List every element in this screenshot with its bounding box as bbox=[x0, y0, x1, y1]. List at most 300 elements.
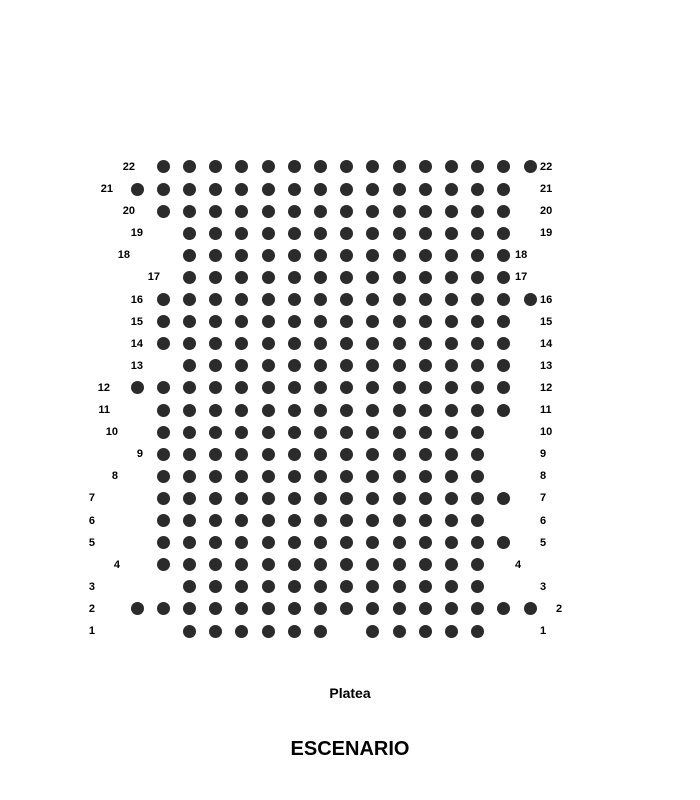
seat[interactable] bbox=[471, 359, 484, 372]
seat[interactable] bbox=[445, 183, 458, 196]
seat[interactable] bbox=[157, 514, 170, 527]
seat[interactable] bbox=[366, 227, 379, 240]
seat[interactable] bbox=[497, 337, 510, 350]
seat[interactable] bbox=[366, 249, 379, 262]
seat[interactable] bbox=[183, 602, 196, 615]
seat[interactable] bbox=[445, 381, 458, 394]
seat[interactable] bbox=[393, 514, 406, 527]
seat[interactable] bbox=[340, 293, 353, 306]
seat[interactable] bbox=[262, 426, 275, 439]
seat[interactable] bbox=[131, 183, 144, 196]
seat[interactable] bbox=[366, 536, 379, 549]
seat[interactable] bbox=[497, 315, 510, 328]
seat[interactable] bbox=[393, 205, 406, 218]
seat[interactable] bbox=[445, 359, 458, 372]
seat[interactable] bbox=[340, 381, 353, 394]
seat[interactable] bbox=[497, 381, 510, 394]
seat[interactable] bbox=[288, 580, 301, 593]
seat[interactable] bbox=[157, 536, 170, 549]
seat[interactable] bbox=[340, 492, 353, 505]
seat[interactable] bbox=[366, 514, 379, 527]
seat[interactable] bbox=[497, 160, 510, 173]
seat[interactable] bbox=[314, 558, 327, 571]
seat[interactable] bbox=[262, 293, 275, 306]
seat[interactable] bbox=[393, 448, 406, 461]
seat[interactable] bbox=[445, 293, 458, 306]
seat[interactable] bbox=[183, 183, 196, 196]
seat[interactable] bbox=[209, 359, 222, 372]
seat[interactable] bbox=[209, 227, 222, 240]
seat[interactable] bbox=[445, 337, 458, 350]
seat[interactable] bbox=[419, 293, 432, 306]
seat[interactable] bbox=[445, 470, 458, 483]
seat[interactable] bbox=[314, 337, 327, 350]
seat[interactable] bbox=[235, 426, 248, 439]
seat[interactable] bbox=[497, 536, 510, 549]
seat[interactable] bbox=[157, 470, 170, 483]
seat[interactable] bbox=[314, 625, 327, 638]
seat[interactable] bbox=[288, 426, 301, 439]
seat[interactable] bbox=[445, 536, 458, 549]
seat[interactable] bbox=[471, 514, 484, 527]
seat[interactable] bbox=[183, 337, 196, 350]
seat[interactable] bbox=[497, 293, 510, 306]
seat[interactable] bbox=[209, 205, 222, 218]
seat[interactable] bbox=[262, 381, 275, 394]
seat[interactable] bbox=[471, 271, 484, 284]
seat[interactable] bbox=[471, 227, 484, 240]
seat[interactable] bbox=[445, 205, 458, 218]
seat[interactable] bbox=[314, 448, 327, 461]
seat[interactable] bbox=[393, 602, 406, 615]
seat[interactable] bbox=[393, 536, 406, 549]
seat[interactable] bbox=[366, 558, 379, 571]
seat[interactable] bbox=[419, 315, 432, 328]
seat[interactable] bbox=[157, 558, 170, 571]
seat[interactable] bbox=[235, 558, 248, 571]
seat[interactable] bbox=[471, 205, 484, 218]
seat[interactable] bbox=[288, 227, 301, 240]
seat[interactable] bbox=[366, 580, 379, 593]
seat[interactable] bbox=[235, 602, 248, 615]
seat[interactable] bbox=[262, 249, 275, 262]
seat[interactable] bbox=[235, 205, 248, 218]
seat[interactable] bbox=[183, 249, 196, 262]
seat[interactable] bbox=[471, 470, 484, 483]
seat[interactable] bbox=[131, 381, 144, 394]
seat[interactable] bbox=[314, 381, 327, 394]
seat[interactable] bbox=[262, 470, 275, 483]
seat[interactable] bbox=[340, 580, 353, 593]
seat[interactable] bbox=[183, 426, 196, 439]
seat[interactable] bbox=[262, 315, 275, 328]
seat[interactable] bbox=[471, 625, 484, 638]
seat[interactable] bbox=[419, 183, 432, 196]
seat[interactable] bbox=[497, 271, 510, 284]
seat[interactable] bbox=[393, 249, 406, 262]
seat[interactable] bbox=[235, 293, 248, 306]
seat[interactable] bbox=[445, 448, 458, 461]
seat[interactable] bbox=[340, 183, 353, 196]
seat[interactable] bbox=[183, 492, 196, 505]
seat[interactable] bbox=[235, 271, 248, 284]
seat[interactable] bbox=[235, 492, 248, 505]
seat[interactable] bbox=[340, 470, 353, 483]
seat[interactable] bbox=[445, 625, 458, 638]
seat[interactable] bbox=[340, 205, 353, 218]
seat[interactable] bbox=[157, 205, 170, 218]
seat[interactable] bbox=[524, 602, 537, 615]
seat[interactable] bbox=[497, 492, 510, 505]
seat[interactable] bbox=[366, 470, 379, 483]
seat[interactable] bbox=[314, 514, 327, 527]
seat[interactable] bbox=[497, 404, 510, 417]
seat[interactable] bbox=[183, 160, 196, 173]
seat[interactable] bbox=[419, 337, 432, 350]
seat[interactable] bbox=[366, 160, 379, 173]
seat[interactable] bbox=[209, 249, 222, 262]
seat[interactable] bbox=[393, 558, 406, 571]
seat[interactable] bbox=[314, 536, 327, 549]
seat[interactable] bbox=[471, 602, 484, 615]
seat[interactable] bbox=[235, 536, 248, 549]
seat[interactable] bbox=[209, 580, 222, 593]
seat[interactable] bbox=[366, 448, 379, 461]
seat[interactable] bbox=[393, 183, 406, 196]
seat[interactable] bbox=[262, 160, 275, 173]
seat[interactable] bbox=[366, 315, 379, 328]
seat[interactable] bbox=[524, 160, 537, 173]
seat[interactable] bbox=[183, 580, 196, 593]
seat[interactable] bbox=[314, 470, 327, 483]
seat[interactable] bbox=[314, 160, 327, 173]
seat[interactable] bbox=[183, 448, 196, 461]
seat[interactable] bbox=[314, 205, 327, 218]
seat[interactable] bbox=[209, 404, 222, 417]
seat[interactable] bbox=[366, 426, 379, 439]
seat[interactable] bbox=[366, 337, 379, 350]
seat[interactable] bbox=[235, 514, 248, 527]
seat[interactable] bbox=[209, 381, 222, 394]
seat[interactable] bbox=[366, 381, 379, 394]
seat[interactable] bbox=[445, 602, 458, 615]
seat[interactable] bbox=[340, 404, 353, 417]
seat[interactable] bbox=[340, 315, 353, 328]
seat[interactable] bbox=[157, 602, 170, 615]
seat[interactable] bbox=[314, 293, 327, 306]
seat[interactable] bbox=[497, 183, 510, 196]
seat[interactable] bbox=[419, 227, 432, 240]
seat[interactable] bbox=[393, 470, 406, 483]
seat[interactable] bbox=[262, 404, 275, 417]
seat[interactable] bbox=[262, 205, 275, 218]
seat[interactable] bbox=[419, 448, 432, 461]
seat[interactable] bbox=[209, 536, 222, 549]
seat[interactable] bbox=[314, 404, 327, 417]
seat[interactable] bbox=[288, 315, 301, 328]
seat[interactable] bbox=[366, 205, 379, 218]
seat[interactable] bbox=[340, 160, 353, 173]
seat[interactable] bbox=[419, 536, 432, 549]
seat[interactable] bbox=[366, 404, 379, 417]
seat[interactable] bbox=[183, 625, 196, 638]
seat[interactable] bbox=[157, 183, 170, 196]
seat[interactable] bbox=[419, 359, 432, 372]
seat[interactable] bbox=[183, 404, 196, 417]
seat[interactable] bbox=[288, 160, 301, 173]
seat[interactable] bbox=[183, 470, 196, 483]
seat[interactable] bbox=[340, 536, 353, 549]
seat[interactable] bbox=[183, 315, 196, 328]
seat[interactable] bbox=[314, 315, 327, 328]
seat[interactable] bbox=[340, 514, 353, 527]
seat[interactable] bbox=[288, 514, 301, 527]
seat[interactable] bbox=[209, 558, 222, 571]
seat[interactable] bbox=[262, 514, 275, 527]
seat[interactable] bbox=[471, 404, 484, 417]
seat[interactable] bbox=[235, 160, 248, 173]
seat[interactable] bbox=[209, 293, 222, 306]
seat[interactable] bbox=[445, 160, 458, 173]
seat[interactable] bbox=[131, 602, 144, 615]
seat[interactable] bbox=[393, 271, 406, 284]
seat[interactable] bbox=[393, 580, 406, 593]
seat[interactable] bbox=[157, 426, 170, 439]
seat[interactable] bbox=[445, 580, 458, 593]
seat[interactable] bbox=[183, 205, 196, 218]
seat[interactable] bbox=[340, 249, 353, 262]
seat[interactable] bbox=[445, 227, 458, 240]
seat[interactable] bbox=[445, 426, 458, 439]
seat[interactable] bbox=[445, 249, 458, 262]
seat[interactable] bbox=[209, 470, 222, 483]
seat[interactable] bbox=[497, 205, 510, 218]
seat[interactable] bbox=[235, 448, 248, 461]
seat[interactable] bbox=[262, 183, 275, 196]
seat[interactable] bbox=[314, 359, 327, 372]
seat[interactable] bbox=[340, 448, 353, 461]
seat[interactable] bbox=[471, 381, 484, 394]
seat[interactable] bbox=[235, 183, 248, 196]
seat[interactable] bbox=[157, 492, 170, 505]
seat[interactable] bbox=[314, 227, 327, 240]
seat[interactable] bbox=[288, 602, 301, 615]
seat[interactable] bbox=[314, 271, 327, 284]
seat[interactable] bbox=[471, 536, 484, 549]
seat[interactable] bbox=[262, 492, 275, 505]
seat[interactable] bbox=[235, 337, 248, 350]
seat[interactable] bbox=[419, 426, 432, 439]
seat[interactable] bbox=[393, 160, 406, 173]
seat[interactable] bbox=[314, 183, 327, 196]
seat[interactable] bbox=[393, 359, 406, 372]
seat[interactable] bbox=[471, 183, 484, 196]
seat[interactable] bbox=[393, 381, 406, 394]
seat[interactable] bbox=[393, 227, 406, 240]
seat[interactable] bbox=[419, 602, 432, 615]
seat[interactable] bbox=[183, 558, 196, 571]
seat[interactable] bbox=[157, 315, 170, 328]
seat[interactable] bbox=[288, 249, 301, 262]
seat[interactable] bbox=[209, 514, 222, 527]
seat[interactable] bbox=[419, 381, 432, 394]
seat[interactable] bbox=[235, 404, 248, 417]
seat[interactable] bbox=[366, 492, 379, 505]
seat[interactable] bbox=[288, 293, 301, 306]
seat[interactable] bbox=[157, 404, 170, 417]
seat[interactable] bbox=[419, 580, 432, 593]
seat[interactable] bbox=[419, 249, 432, 262]
seat[interactable] bbox=[471, 558, 484, 571]
seat[interactable] bbox=[419, 404, 432, 417]
seat[interactable] bbox=[262, 580, 275, 593]
seat[interactable] bbox=[497, 227, 510, 240]
seat[interactable] bbox=[288, 470, 301, 483]
seat[interactable] bbox=[366, 293, 379, 306]
seat[interactable] bbox=[235, 625, 248, 638]
seat[interactable] bbox=[471, 426, 484, 439]
seat[interactable] bbox=[419, 160, 432, 173]
seat[interactable] bbox=[340, 426, 353, 439]
seat[interactable] bbox=[314, 602, 327, 615]
seat[interactable] bbox=[445, 558, 458, 571]
seat[interactable] bbox=[262, 271, 275, 284]
seat[interactable] bbox=[235, 315, 248, 328]
seat[interactable] bbox=[393, 492, 406, 505]
seat[interactable] bbox=[314, 426, 327, 439]
seat[interactable] bbox=[209, 337, 222, 350]
seat[interactable] bbox=[262, 602, 275, 615]
seat[interactable] bbox=[340, 558, 353, 571]
seat[interactable] bbox=[288, 205, 301, 218]
seat[interactable] bbox=[497, 249, 510, 262]
seat[interactable] bbox=[183, 293, 196, 306]
seat[interactable] bbox=[209, 160, 222, 173]
seat[interactable] bbox=[471, 293, 484, 306]
seat[interactable] bbox=[471, 580, 484, 593]
seat[interactable] bbox=[366, 183, 379, 196]
seat[interactable] bbox=[524, 293, 537, 306]
seat[interactable] bbox=[183, 271, 196, 284]
seat[interactable] bbox=[497, 602, 510, 615]
seat[interactable] bbox=[445, 492, 458, 505]
seat[interactable] bbox=[288, 448, 301, 461]
seat[interactable] bbox=[183, 536, 196, 549]
seat[interactable] bbox=[288, 625, 301, 638]
seat[interactable] bbox=[445, 404, 458, 417]
seat[interactable] bbox=[471, 448, 484, 461]
seat[interactable] bbox=[209, 625, 222, 638]
seat[interactable] bbox=[393, 337, 406, 350]
seat[interactable] bbox=[262, 337, 275, 350]
seat[interactable] bbox=[288, 404, 301, 417]
seat[interactable] bbox=[262, 625, 275, 638]
seat[interactable] bbox=[209, 602, 222, 615]
seat[interactable] bbox=[419, 271, 432, 284]
seat[interactable] bbox=[157, 337, 170, 350]
seat[interactable] bbox=[366, 271, 379, 284]
seat[interactable] bbox=[288, 359, 301, 372]
seat[interactable] bbox=[288, 337, 301, 350]
seat[interactable] bbox=[419, 470, 432, 483]
seat[interactable] bbox=[209, 315, 222, 328]
seat[interactable] bbox=[445, 514, 458, 527]
seat[interactable] bbox=[314, 492, 327, 505]
seat[interactable] bbox=[235, 359, 248, 372]
seat[interactable] bbox=[393, 315, 406, 328]
seat[interactable] bbox=[393, 426, 406, 439]
seat[interactable] bbox=[157, 448, 170, 461]
seat[interactable] bbox=[288, 492, 301, 505]
seat[interactable] bbox=[209, 271, 222, 284]
seat[interactable] bbox=[183, 381, 196, 394]
seat[interactable] bbox=[366, 625, 379, 638]
seat[interactable] bbox=[157, 160, 170, 173]
seat[interactable] bbox=[262, 536, 275, 549]
seat[interactable] bbox=[497, 359, 510, 372]
seat[interactable] bbox=[419, 205, 432, 218]
seat[interactable] bbox=[445, 315, 458, 328]
seat[interactable] bbox=[235, 227, 248, 240]
seat[interactable] bbox=[366, 602, 379, 615]
seat[interactable] bbox=[183, 359, 196, 372]
seat[interactable] bbox=[209, 183, 222, 196]
seat[interactable] bbox=[262, 227, 275, 240]
seat[interactable] bbox=[471, 337, 484, 350]
seat[interactable] bbox=[262, 359, 275, 372]
seat[interactable] bbox=[262, 448, 275, 461]
seat[interactable] bbox=[209, 448, 222, 461]
seat[interactable] bbox=[419, 492, 432, 505]
seat[interactable] bbox=[183, 514, 196, 527]
seat[interactable] bbox=[235, 470, 248, 483]
seat[interactable] bbox=[340, 337, 353, 350]
seat[interactable] bbox=[340, 227, 353, 240]
seat[interactable] bbox=[419, 625, 432, 638]
seat[interactable] bbox=[471, 315, 484, 328]
seat[interactable] bbox=[314, 580, 327, 593]
seat[interactable] bbox=[471, 492, 484, 505]
seat[interactable] bbox=[340, 271, 353, 284]
seat[interactable] bbox=[393, 625, 406, 638]
seat[interactable] bbox=[288, 183, 301, 196]
seat[interactable] bbox=[445, 271, 458, 284]
seat[interactable] bbox=[393, 404, 406, 417]
seat[interactable] bbox=[183, 227, 196, 240]
seat[interactable] bbox=[288, 381, 301, 394]
seat[interactable] bbox=[235, 580, 248, 593]
seat[interactable] bbox=[262, 558, 275, 571]
seat[interactable] bbox=[235, 381, 248, 394]
seat[interactable] bbox=[366, 359, 379, 372]
seat[interactable] bbox=[340, 602, 353, 615]
seat[interactable] bbox=[340, 359, 353, 372]
seat[interactable] bbox=[288, 558, 301, 571]
seat[interactable] bbox=[209, 492, 222, 505]
seat[interactable] bbox=[288, 271, 301, 284]
seat[interactable] bbox=[209, 426, 222, 439]
seat[interactable] bbox=[314, 249, 327, 262]
seat[interactable] bbox=[419, 514, 432, 527]
seat[interactable] bbox=[471, 160, 484, 173]
seat[interactable] bbox=[157, 381, 170, 394]
seat[interactable] bbox=[393, 293, 406, 306]
seat[interactable] bbox=[235, 249, 248, 262]
seat[interactable] bbox=[157, 293, 170, 306]
seat[interactable] bbox=[419, 558, 432, 571]
seat[interactable] bbox=[471, 249, 484, 262]
seat[interactable] bbox=[288, 536, 301, 549]
